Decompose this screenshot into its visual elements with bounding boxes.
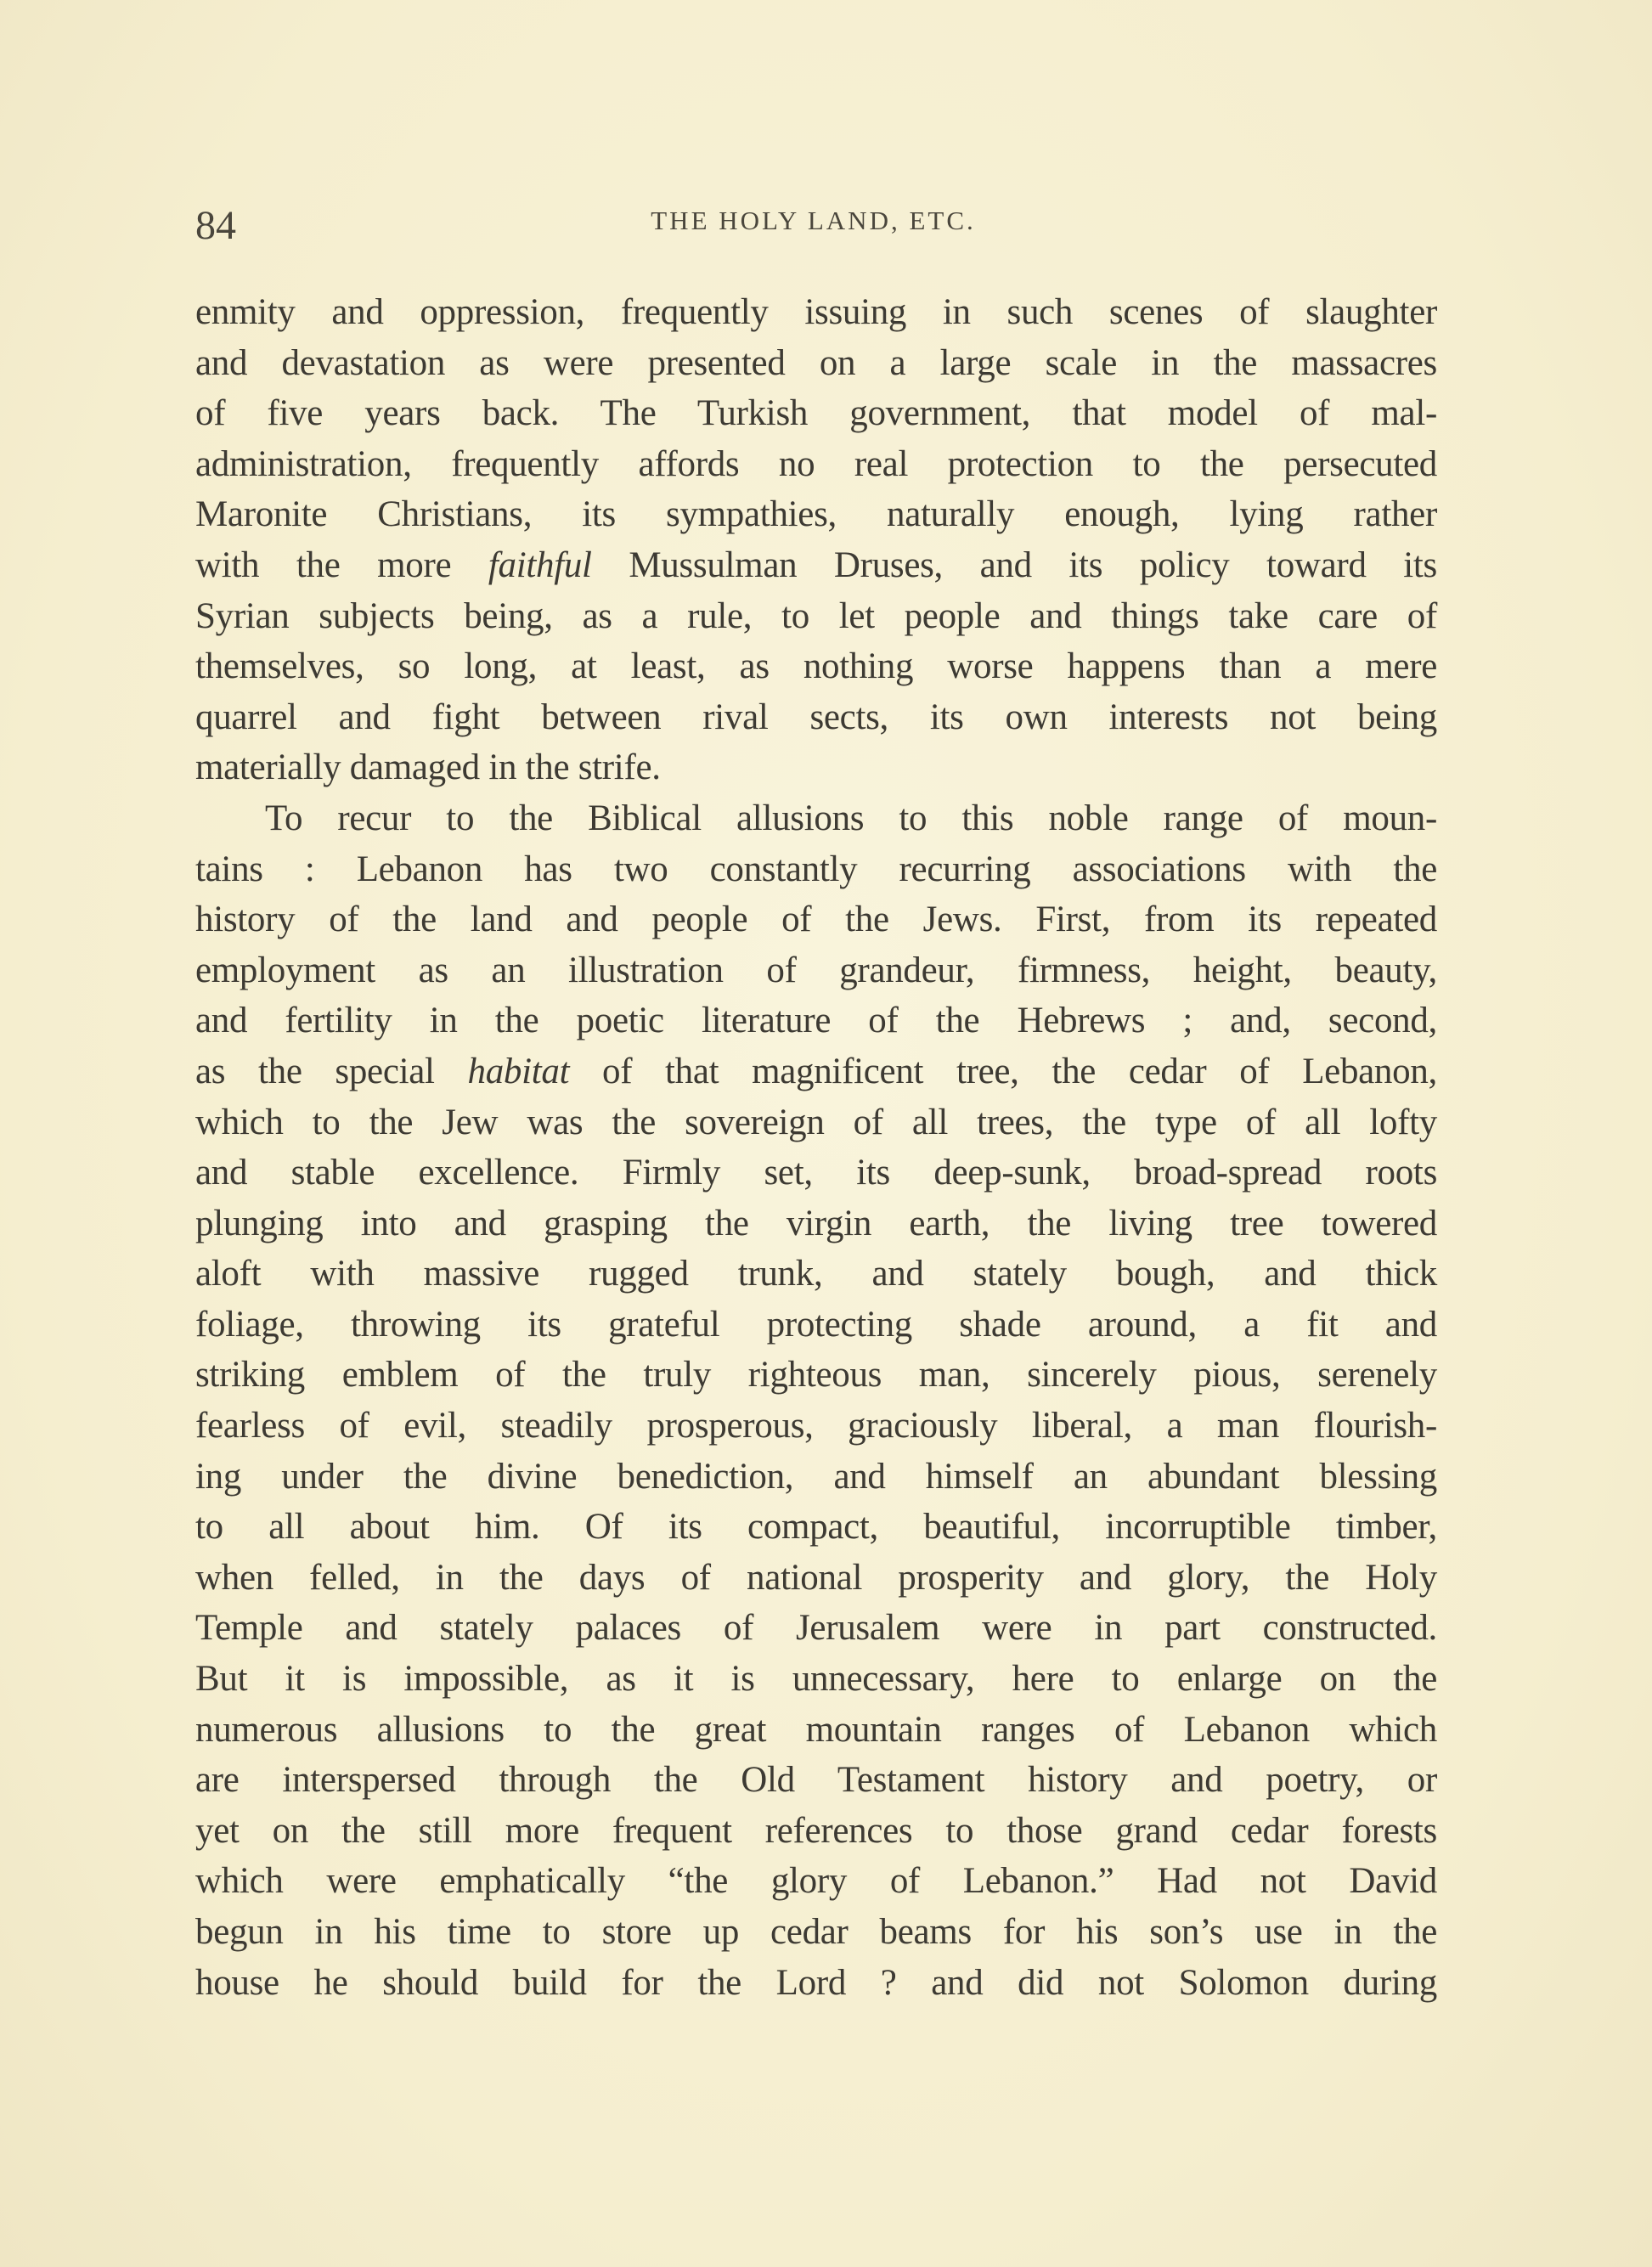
page-number: 84	[195, 203, 236, 248]
text-line: and stable excellence. Firmly set, its deep-sunk, broad-spread roots	[195, 1153, 1437, 1193]
text-line: To recur to the Biblical allusions to this noble range of moun-	[265, 798, 1437, 838]
text-line: when felled, in the days of national prosperity and glory, the Holy	[195, 1557, 1437, 1598]
text-line: Temple and stately palaces of Jerusalem were in part constructed.	[195, 1608, 1437, 1649]
text-line: employment as an illustration of grandeur, firmness, height, beauty,	[195, 950, 1437, 990]
text-line: Maronite Christians, its sympathies, naturally enough, lying rather	[195, 494, 1437, 535]
text-line: of five years back. The Turkish government, that model of mal-	[195, 393, 1437, 434]
text-line: Syrian subjects being, as a rule, to let people and things take care of	[195, 595, 1437, 636]
text-line: which were emphatically “the glory of Lebanon.” Had not David	[195, 1861, 1437, 1902]
text-line: aloft with massive rugged trunk, and stately bough, and thick	[195, 1254, 1437, 1294]
text-segment: Mussulman Druses, and its policy toward its	[591, 544, 1437, 585]
text-line: to all about him. Of its compact, beautiful, incorruptible timber,	[195, 1507, 1437, 1548]
text-line	[195, 540, 1437, 591]
text-line: ing under the divine benediction, and himself an abundant blessing	[195, 1456, 1437, 1497]
running-title: THE HOLY LAND, ETC.	[651, 206, 976, 235]
text-line: enmity and oppression, frequently issuing in such scenes of slaughter	[195, 292, 1437, 332]
text-line: numerous allusions to the great mountain ranges of Lebanon which	[195, 1709, 1437, 1750]
text-segment: as the special	[195, 1051, 468, 1091]
text-line: striking emblem of the truly righteous man, sincerely pious, serenely	[195, 1355, 1437, 1396]
text-line: history of the land and people of the Jews. First, from its repeated	[195, 899, 1437, 940]
text-line: But it is impossible, as it is unnecessary, here to enlarge on the	[195, 1659, 1437, 1700]
text-line: foliage, throwing its grateful protecting shade around, a fit and	[195, 1304, 1437, 1345]
text-line: are interspersed through the Old Testament history and poetry, or	[195, 1760, 1437, 1801]
text-line: plunging into and grasping the virgin earth, the living tree towered	[195, 1203, 1437, 1243]
italic-text: faithful	[488, 544, 592, 585]
text-segment: with the more	[195, 544, 488, 585]
text-line: yet on the still more frequent references to those grand cedar forests	[195, 1810, 1437, 1851]
text-line: themselves, so long, at least, as nothing worse happens than a mere	[195, 646, 1437, 687]
running-head	[0, 206, 1652, 236]
text-line: and fertility in the poetic literature of the Hebrews ; and, second,	[195, 1001, 1437, 1041]
text-line: and devastation as were presented on a large scale in the massacres	[195, 342, 1437, 383]
text-line: materially damaged in the strife.	[195, 747, 661, 788]
text-line: administration, frequently affords no real protection to the persecuted	[195, 443, 1437, 484]
italic-text: habitat	[467, 1051, 570, 1091]
text-line: tains : Lebanon has two constantly recurring associations with the	[195, 849, 1437, 889]
text-line: which to the Jew was the sovereign of all trees, the type of all lofty	[195, 1102, 1437, 1142]
text-line: house he should build for the Lord ? and did not Solomon during	[195, 1962, 1437, 2003]
body-text	[195, 287, 1437, 2008]
text-line: fearless of evil, steadily prosperous, graciously liberal, a man flourish-	[195, 1406, 1437, 1446]
text-line: begun in his time to store up cedar beams for his son’s use in the	[195, 1912, 1437, 1952]
text-line	[195, 1046, 1437, 1097]
text-line: quarrel and fight between rival sects, its own interests not being	[195, 696, 1437, 737]
text-segment: of that magnificent tree, the cedar of Lebanon,	[569, 1051, 1437, 1091]
